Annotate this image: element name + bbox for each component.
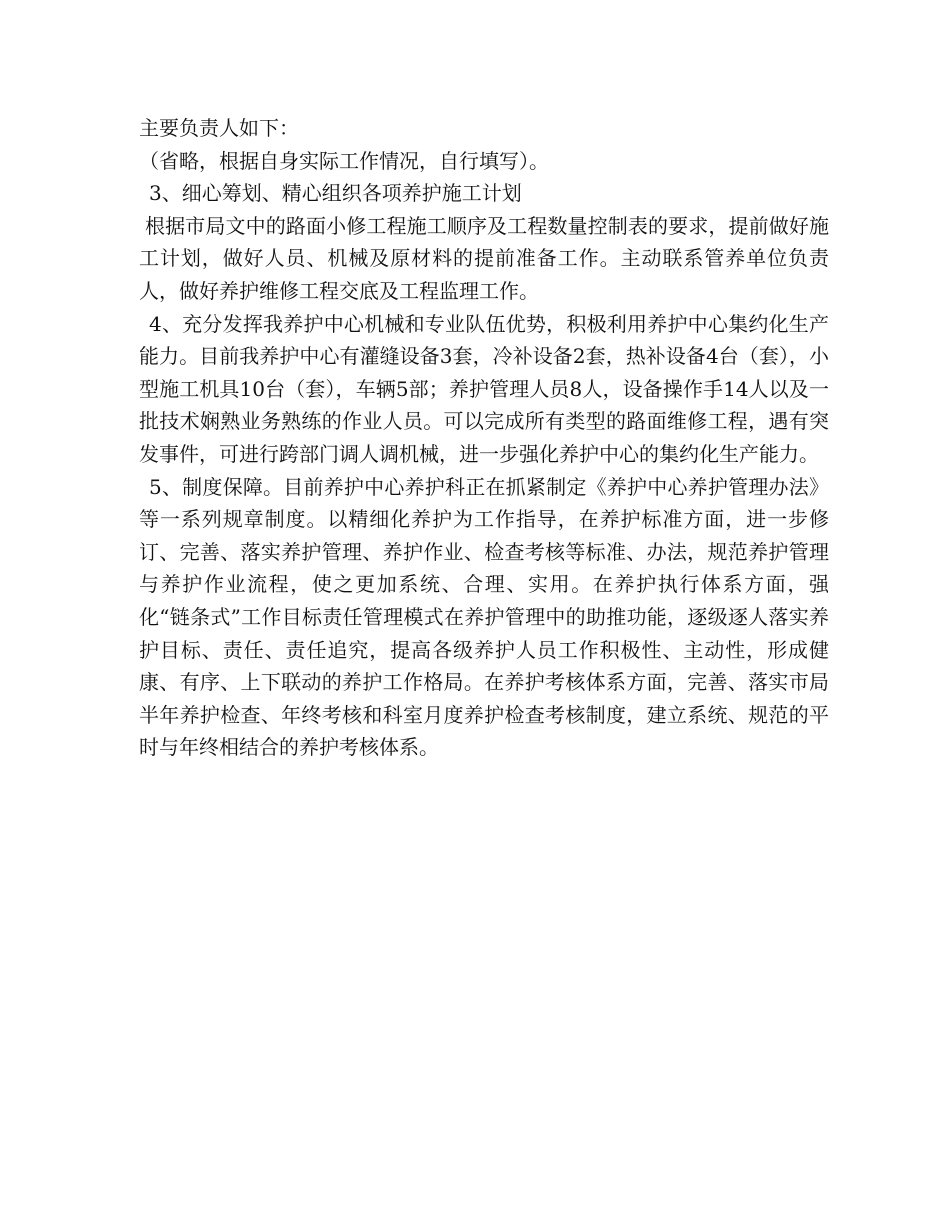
paragraph-section-4: 4、充分发挥我养护中心机械和专业队伍优势，积极利用养护中心集约化生产能力。目前我养护中心有灌缝设备3套，冷补设备2套，热补设备4台（套），小型施工机具10台（套），车辆5部；养护管理人员8人，设备操作手14人以及一批技术娴熟业务熟练的作业人员。可以完成所有类型的路面维修工程，遇有突发事件，可进行跨部门调人调机械，进一步强化养护中心的集约化生产能力。	[139, 311, 829, 466]
paragraph-omitted-note: （省略，根据自身实际工作情况，自行填写）。	[139, 148, 549, 173]
paragraph-section-3-title: 3、细心筹划、精心组织各项养护施工计划	[149, 181, 522, 206]
document-body	[139, 112, 829, 764]
paragraph-section-3-body: 根据市局文中的路面小修工程施工顺序及工程数量控制表的要求，提前做好施工计划，做好人员、机械及原材料的提前准备工作。主动联系管养单位负责人，做好养护维修工程交底及工程监理工作。	[139, 213, 829, 303]
paragraph-heading-responsible: 主要负责人如下：	[139, 116, 299, 140]
paragraph-section-5: 5、制度保障。目前养护中心养护科正在抓紧制定《养护中心养护管理办法》等一系列规章制度。以精细化养护为工作指导，在养护标准方面，进一步修订、完善、落实养护管理、养护作业、检查考核等标准、办法，规范养护管理与养护作业流程，使之更加系统、合理、实用。在养护执行体系方面，强化“链条式”工作目标责任管理模式在养护管理中的助推功能，逐级逐人落实养护目标、责任、责任追究，提高各级养护人员工作积极性、主动性，形成健康、有序、上下联动的养护工作格局。在养护考核体系方面，完善、落实市局半年养护检查、年终考核和科室月度养护检查考核制度，建立系统、规范的平时与年终相结合的养护考核体系。	[139, 474, 829, 760]
